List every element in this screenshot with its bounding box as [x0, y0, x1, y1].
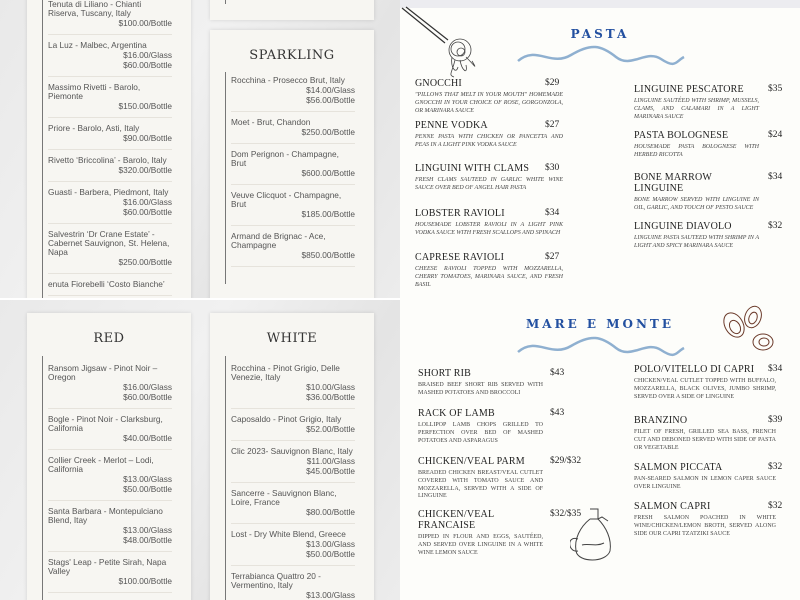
wine-item	[48, 118, 172, 150]
menu-item	[634, 84, 783, 121]
menu-item	[415, 208, 563, 238]
wine-card-red	[27, 313, 191, 600]
wine-price: $45.00/Bottle	[306, 466, 355, 476]
menu-item-name: LINGUINI WITH CLAMS	[415, 163, 530, 174]
menu-item-price: $32	[768, 462, 783, 472]
wine-list-top-panel	[0, 0, 400, 298]
menu-item-description: FILET OF FRESH, GRILLED SEA BASS, FRENCH CUT AND DEBONED SERVED WITH SIDE OF PASTA OR VEGETABLE	[634, 429, 776, 451]
menu-item-price: $29	[545, 78, 560, 88]
wine-price: $48.00/Bottle	[123, 535, 172, 545]
wine-item	[48, 182, 172, 224]
menu-item-description: LOLLIPOP LAMB CHOPS GRILLED TO PERFECTION OVER BED OF MASHED POTATOES AND ASPARAGUS	[418, 422, 543, 444]
wine-price: $50.00/Bottle	[306, 549, 355, 559]
wine-item	[231, 483, 355, 524]
wine-item	[231, 112, 355, 144]
wine-price: $100.00/Bottle	[118, 18, 172, 28]
wine-card-red-continued	[27, 0, 191, 298]
wine-price: $16.00/Glass	[123, 197, 172, 207]
wine-price: $11.00/Glass	[306, 456, 355, 466]
menu-item-price: $34	[768, 172, 783, 182]
menu-item-description: HOUSEMADE PASTA BOLOGNESE WITH HERBED RICOTTA	[634, 144, 759, 158]
menu-item-name: BONE MARROW LINGUINE	[634, 172, 712, 194]
section-title-pasta: PASTA	[570, 27, 630, 41]
menu-item-description: LINGUINE SAUTÉED WITH SHRIMP, MUSSELS, CLAMS, AND CALAMARI IN A LIGHT MARINARA SAUCE	[634, 98, 759, 120]
wine-name: Stags' Leap - Petite Sirah, Napa Valley	[48, 557, 167, 576]
menu-item-price: $32	[768, 501, 783, 511]
menu-item-description: LINGUINE PASTA SAUTEED WITH SHRIMP IN A LIGHT AND SPICY MARINARA SAUCE	[634, 235, 759, 249]
wine-item	[231, 409, 355, 441]
menu-item-description: FRESH SALMON POACHED IN WHITE WINE/CHICKEN/LEMON BROTH, SERVED ALONG SIDE OUR CAPRI TZATZIKI SAUCE	[634, 515, 776, 537]
wine-item	[48, 501, 172, 552]
wine-name: Priore - Barolo, Asti, Italy	[48, 123, 140, 133]
wine-name: Santa Barbara - Montepulciano Blend, Itay	[48, 506, 163, 525]
menu-item	[634, 415, 783, 452]
menu-item-description: PENNE PASTA WITH CHICKEN OR PANCETTA AND PEAS IN A LIGHT PINK VODKA SAUCE	[415, 134, 563, 148]
wine-name: Ransom Jigsaw - Pinot Noir – Oregon	[48, 363, 158, 382]
wine-name: Moet - Brut, Chandon	[231, 117, 311, 127]
menu-item-price: $34	[768, 364, 783, 374]
menu-item	[418, 408, 565, 445]
menu-item-description: "PILLOWS THAT MELT IN YOUR MOUTH" HOMEMADE GNOCCHI IN YOUR CHOICE OF ROSE, GORGONZOLA, OR MARINARA SAUCE	[415, 92, 563, 114]
menu-item-price: $27	[545, 252, 560, 262]
menu-item	[634, 364, 783, 401]
menu-item	[415, 252, 563, 289]
menu-item-price: $32	[768, 221, 783, 231]
wine-price: $52.00/Bottle	[306, 424, 355, 434]
menu-item-price: $32/$35	[550, 509, 582, 519]
wine-name: enuta Fiorebelli ‘Costo Bianche’	[48, 279, 165, 289]
menu-item-price: $29/$32	[550, 456, 582, 466]
wine-card-previous	[210, 0, 374, 20]
wine-price: $60.00/Bottle	[123, 207, 172, 217]
menu-item-price: $34	[545, 208, 560, 218]
wine-price: $250.00/Bottle	[118, 257, 172, 267]
menu-item-price: $43	[550, 408, 565, 418]
wine-price: $40.00/Bottle	[123, 433, 172, 443]
menu-item	[634, 130, 783, 160]
wine-name: Sancerre - Sauvignon Blanc, Loire, France	[231, 488, 337, 507]
menu-item-name: RACK OF LAMB	[418, 408, 495, 419]
wine-price: $10.00/Glass	[306, 382, 355, 392]
card-rule	[225, 356, 226, 600]
card-title: RED	[93, 331, 125, 346]
wine-list	[48, 0, 172, 296]
menu-item-description: PAN-SEARED SALMON IN LEMON CAPER SAUCE OVER LINGUINE	[634, 476, 776, 490]
wine-price: $13.00/Glass	[306, 590, 355, 600]
card-rule	[42, 356, 43, 600]
wine-item	[48, 358, 172, 409]
food-menu-panel	[400, 0, 800, 600]
menu-item	[415, 78, 563, 115]
card-rule	[225, 0, 226, 4]
menu-item	[634, 501, 783, 538]
wine-price: $56.00/Bottle	[306, 95, 355, 105]
menu-item-price: $35	[768, 84, 783, 94]
wine-item	[48, 35, 172, 77]
wine-name: Clic 2023- Sauvignon Blanc, Italy	[231, 446, 353, 456]
menu-item-name: LINGUINE PESCATORE	[634, 84, 744, 95]
card-title: WHITE	[266, 331, 318, 346]
wine-price: $36.00/Bottle	[306, 392, 355, 402]
menu-item-name: CHICKEN/VEAL FRANCAISE	[418, 509, 494, 531]
card-title: SPARKLING	[249, 48, 335, 63]
menu-item-name: CHICKEN/VEAL PARM	[418, 456, 525, 467]
wine-item	[48, 274, 172, 296]
section-title-mare-e-monte: MARE E MONTE	[526, 317, 674, 331]
menu-item-price: $43	[550, 368, 565, 378]
wine-price: $320.00/Bottle	[118, 165, 172, 175]
menu-item-description: BRAISED BEEF SHORT RIB SERVED WITH MASHED POTATOES AND BROCCOLI	[418, 382, 543, 396]
wine-name: Rivetto ‘Briccolina’ - Barolo, Italy	[48, 155, 167, 165]
wine-card-white	[210, 313, 374, 600]
wine-name: La Luz - Malbec, Argentina	[48, 40, 147, 50]
wine-price: $90.00/Bottle	[123, 133, 172, 143]
menu-item-price: $27	[545, 120, 560, 130]
wine-name: Armand de Brignac - Ace, Champagne	[231, 231, 326, 250]
menu-item-name: CAPRESE RAVIOLI	[415, 252, 505, 263]
wine-item	[231, 185, 355, 226]
wine-name: Rocchina - Pinot Grigio, Delle Venezie, Italy	[231, 363, 340, 382]
menu-item-name: SHORT RIB	[418, 368, 471, 379]
wine-item	[231, 358, 355, 409]
wine-item	[48, 0, 172, 35]
wine-item	[48, 150, 172, 182]
menu-item-name: GNOCCHI	[415, 78, 462, 89]
menu-item	[634, 462, 783, 492]
wine-price: $150.00/Bottle	[118, 101, 172, 111]
wine-price: $14.00/Glass	[306, 85, 355, 95]
wine-item	[48, 224, 172, 274]
menu-item	[418, 368, 565, 398]
wine-item	[48, 409, 172, 450]
wine-item	[48, 552, 172, 593]
menu-item	[415, 120, 563, 150]
wine-name: Massimo Rivetti - Barolo, Piemonte	[48, 82, 141, 101]
wave-divider	[516, 45, 686, 67]
wine-item	[48, 77, 172, 118]
menu-item-price: $39	[768, 415, 783, 425]
wine-price: $16.00/Glass	[123, 382, 172, 392]
wine-price: $80.00/Bottle	[306, 507, 355, 517]
wine-item	[231, 144, 355, 185]
wine-item	[231, 524, 355, 566]
menu-item-description: HOUSEMADE LOBSTER RAVIOLI IN A LIGHT PINK VODKA SAUCE WITH FRESH SCALLOPS AND SPINACH	[415, 222, 563, 236]
oysters-icon	[720, 305, 780, 355]
wine-name: Salvestrin ‘Dr Crane Estate’ - Cabernet Sauvignon, St. Helena, Napa	[48, 229, 170, 257]
wine-name: Bogle - Pinot Noir - Clarksburg, California	[48, 414, 163, 433]
menu-item-price: $30	[545, 163, 560, 173]
wine-name: Rocchina - Prosecco Brut, Italy	[231, 75, 345, 85]
wine-name: Caposaldo - Pinot Grigio, Italy	[231, 414, 342, 424]
menu-item-name: SALMON PICCATA	[634, 462, 723, 473]
wine-price: $13.00/Glass	[123, 474, 172, 484]
menu-item	[415, 163, 563, 193]
card-rule	[225, 72, 226, 284]
wave-divider	[516, 336, 686, 358]
wine-price: $60.00/Bottle	[123, 60, 172, 70]
wine-list	[231, 358, 355, 600]
menu-item-description: DIPPED IN FLOUR AND EGGS, SAUTÉED, AND SERVED OVER LINGUINE IN A WHITE WINE LEMON SAUCE	[418, 534, 543, 556]
wine-list-bottom-panel	[0, 300, 400, 600]
wine-item	[231, 70, 355, 112]
wine-name: Guasti - Barbera, Piedmont, Italy	[48, 187, 169, 197]
wine-name: Terrabianca Quattro 20 - Vermentino, Italy	[231, 571, 321, 590]
wine-name: Collier Creek - Merlot – Lodi, California	[48, 455, 154, 474]
wine-price: $50.00/Bottle	[123, 484, 172, 494]
wine-price: $185.00/Bottle	[301, 209, 355, 219]
wine-price: $13.00/Glass	[123, 525, 172, 535]
menu-item-description: CHICKEN/VEAL CUTLET TOPPED WITH BUFFALO, MOZZARELLA, BLACK OLIVES, JUMBO SHRIMP, SERVED OVER A SIDE OF LINGUINE	[634, 378, 776, 400]
wine-price: $100.00/Bottle	[118, 576, 172, 586]
wine-price: $600.00/Bottle	[301, 168, 355, 178]
wine-price: $60.00/Bottle	[123, 392, 172, 402]
wine-item	[231, 226, 355, 267]
menu-item-name: BRANZINO	[634, 415, 688, 426]
wine-name: Tenuta di Liliano - Chianti Riserva, Tuscany, Italy	[48, 0, 142, 18]
menu-item-name: POLO/VITELLO DI CAPRI	[634, 364, 755, 375]
menu-item-name: PASTA BOLOGNESE	[634, 130, 729, 141]
menu-item-description: CHEESE RAVIOLI TOPPED WITH MOZZARELLA, CHERRY TOMATOES, MARINARA SAUCE, AND FRESH BASIL	[415, 266, 563, 288]
menu-item-description: BONE MARROW SERVED WITH LINGUINE IN OIL, GARLIC, AND TOUCH OF PESTO SAUCE	[634, 197, 759, 211]
menu-item	[418, 509, 582, 557]
menu-item-name: PENNE VODKA	[415, 120, 488, 131]
wine-card-sparkling	[210, 30, 374, 298]
wine-name: Dom Perignon - Champagne, Brut	[231, 149, 339, 168]
wine-item	[231, 566, 355, 600]
menu-item-name: LOBSTER RAVIOLI	[415, 208, 505, 219]
menu-item	[634, 172, 783, 213]
menu-item-name: LINGUINE DIAVOLO	[634, 221, 732, 232]
wine-price: $16.00/Glass	[123, 50, 172, 60]
card-rule	[42, 0, 43, 298]
menu-item-description: BREADED CHICKEN BREAST/VEAL CUTLET COVERED WITH TOMATO SAUCE AND MOZZARELLA, SERVED WITH A SIDE OF LINGUINE	[418, 470, 543, 500]
menu-item-name: SALMON CAPRI	[634, 501, 711, 512]
menu-item-price: $24	[768, 130, 783, 140]
menu-item	[418, 456, 582, 501]
wine-list	[48, 358, 172, 593]
wine-price: $13.00/Glass	[306, 539, 355, 549]
menu-item	[634, 221, 783, 251]
wine-price: $850.00/Bottle	[301, 250, 355, 260]
wine-item	[48, 450, 172, 501]
menu-item-description: FRESH CLAMS SAUTEED IN GARLIC WHITE WINE SAUCE OVER BED OF ANGEL HAIR PASTA	[415, 177, 563, 191]
wine-list	[231, 70, 355, 267]
wine-name: Veuve Clicquot - Champagne, Brut	[231, 190, 342, 209]
wine-item	[231, 441, 355, 483]
fork-spaghetti-icon	[400, 5, 485, 80]
wine-name: Lost - Dry White Blend, Greece	[231, 529, 346, 539]
wine-price: $250.00/Bottle	[301, 127, 355, 137]
